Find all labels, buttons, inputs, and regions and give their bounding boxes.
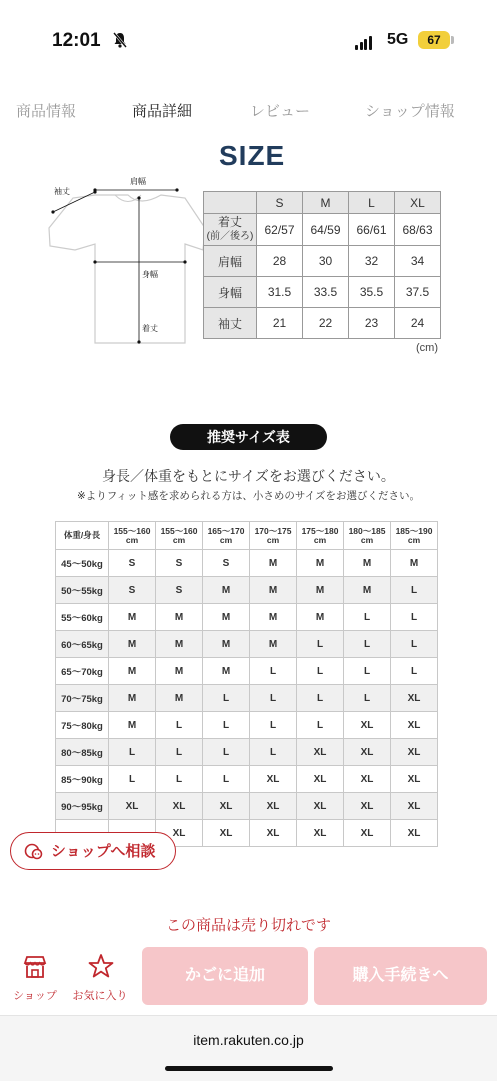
size-cell: XL — [297, 739, 344, 766]
size-cell: XL — [297, 766, 344, 793]
size-cell: M — [297, 604, 344, 631]
size-cell: L — [297, 631, 344, 658]
size-cell: L — [391, 604, 438, 631]
size-cell: 68/63 — [395, 214, 441, 246]
size-cell: XL — [344, 820, 391, 847]
size-cell: M — [109, 658, 156, 685]
table-row — [56, 793, 438, 820]
size-cell: L — [203, 766, 250, 793]
size-table-corner — [204, 192, 257, 214]
size-cell: 30 — [303, 246, 349, 277]
size-cell: 66/61 — [349, 214, 395, 246]
size-cell: 21 — [257, 308, 303, 339]
size-cell: M — [344, 577, 391, 604]
size-cell: M — [250, 550, 297, 577]
size-cell: L — [297, 658, 344, 685]
size-cell: M — [156, 658, 203, 685]
size-header: L — [349, 192, 395, 214]
size-cell: M — [344, 550, 391, 577]
battery-icon: 67 — [418, 31, 450, 49]
size-cell: L — [156, 766, 203, 793]
size-cell: XL — [203, 793, 250, 820]
size-cell: 22 — [303, 308, 349, 339]
size-cell: XL — [156, 820, 203, 847]
size-cell: L — [203, 685, 250, 712]
tshirt-diagram — [45, 172, 205, 347]
weight-label: 80〜85kg — [56, 739, 109, 766]
size-cell: M — [203, 577, 250, 604]
size-cell: 33.5 — [303, 277, 349, 308]
size-cell: XL — [109, 793, 156, 820]
consult-shop-button[interactable]: ショップへ相談 — [10, 832, 176, 870]
height-header: 175〜180 cm — [297, 522, 344, 550]
weight-label: 60〜65kg — [56, 631, 109, 658]
size-cell: M — [203, 658, 250, 685]
size-cell: M — [203, 631, 250, 658]
label-length: 着丈 — [142, 324, 158, 333]
shop-icon[interactable] — [22, 954, 48, 980]
size-cell: 34 — [395, 246, 441, 277]
size-cell: L — [344, 631, 391, 658]
size-cell: XL — [391, 739, 438, 766]
size-cell: XL — [250, 793, 297, 820]
size-row-label: 身幅 — [204, 277, 257, 308]
size-cell: M — [156, 631, 203, 658]
size-header: M — [303, 192, 349, 214]
tab-product-info[interactable]: 商品情報 — [16, 103, 77, 120]
size-cell: 23 — [349, 308, 395, 339]
size-cell: 31.5 — [257, 277, 303, 308]
size-cell: M — [203, 604, 250, 631]
size-row-label: 着丈 — [217, 215, 242, 229]
size-cell: 62/57 — [257, 214, 303, 246]
signal-icon — [355, 32, 373, 46]
table-row — [56, 766, 438, 793]
size-cell: XL — [391, 685, 438, 712]
size-cell: XL — [297, 820, 344, 847]
size-cell: 64/59 — [303, 214, 349, 246]
size-table — [203, 191, 441, 339]
table-corner-label: 体重/身長 — [56, 522, 109, 550]
table-row — [56, 685, 438, 712]
size-cell: L — [344, 604, 391, 631]
weight-label: 85〜90kg — [56, 766, 109, 793]
size-cell: L — [203, 739, 250, 766]
table-row — [56, 658, 438, 685]
size-cell: S — [156, 577, 203, 604]
size-cell: L — [391, 577, 438, 604]
size-cell: XL — [344, 712, 391, 739]
size-cell: L — [297, 712, 344, 739]
size-cell: M — [250, 604, 297, 631]
tab-product-detail[interactable]: 商品詳細 — [132, 103, 193, 120]
size-cell: 28 — [257, 246, 303, 277]
size-title: SIZE — [219, 140, 286, 171]
size-cell: XL — [391, 820, 438, 847]
size-cell: L — [156, 739, 203, 766]
size-cell: L — [109, 766, 156, 793]
size-row-sublabel: (前／後ろ) — [206, 231, 254, 242]
size-row-length — [204, 214, 441, 246]
size-cell: L — [391, 658, 438, 685]
chat-bubble-icon — [24, 843, 44, 861]
size-row-label: 肩幅 — [204, 246, 257, 277]
size-cell: L — [297, 685, 344, 712]
tab-shop-info[interactable]: ショップ情報 — [365, 103, 455, 120]
size-cell: L — [250, 739, 297, 766]
height-header: 180〜185 cm — [344, 522, 391, 550]
size-cell: S — [109, 550, 156, 577]
table-row — [56, 604, 438, 631]
weight-label: 55〜60kg — [56, 604, 109, 631]
weight-label: 70〜75kg — [56, 685, 109, 712]
battery-tip — [451, 36, 454, 44]
size-cell: M — [250, 631, 297, 658]
size-cell: L — [250, 658, 297, 685]
size-row-label: 袖丈 — [204, 308, 257, 339]
size-cell: M — [156, 685, 203, 712]
size-cell: XL — [297, 793, 344, 820]
network-type: 5G — [387, 31, 409, 48]
status-time: 12:01 — [52, 30, 101, 51]
height-header: 185〜190 cm — [391, 522, 438, 550]
size-cell: L — [250, 685, 297, 712]
size-cell: 32 — [349, 246, 395, 277]
sold-out-message: この商品は売り切れです — [165, 917, 331, 934]
weight-label: 50〜55kg — [56, 577, 109, 604]
size-cell: L — [109, 739, 156, 766]
size-cell: L — [344, 685, 391, 712]
size-header: S — [257, 192, 303, 214]
add-to-cart-button[interactable]: かごに追加 — [142, 947, 308, 1005]
size-cell: XL — [203, 820, 250, 847]
label-shoulder: 肩幅 — [130, 177, 146, 186]
size-cell: M — [109, 685, 156, 712]
size-header: XL — [395, 192, 441, 214]
recommend-note: ※よりフィット感を求められる方は、小さめのサイズをお選びください。 — [76, 490, 421, 502]
size-cell: M — [109, 631, 156, 658]
unit-note: (cm) — [416, 342, 438, 354]
size-cell: 37.5 — [395, 277, 441, 308]
size-cell: XL — [250, 766, 297, 793]
size-cell: M — [297, 577, 344, 604]
label-chest: 身幅 — [142, 270, 158, 279]
size-cell: XL — [156, 793, 203, 820]
url-text[interactable]: item.rakuten.co.jp — [193, 1032, 304, 1048]
size-cell: L — [344, 658, 391, 685]
tab-review[interactable]: レビュー — [250, 103, 311, 120]
size-cell: S — [203, 550, 250, 577]
height-header: 155〜160 cm — [109, 522, 156, 550]
size-row-chest — [204, 277, 441, 308]
favorite-label[interactable]: お気に入り — [72, 990, 128, 1002]
size-cell: XL — [344, 766, 391, 793]
size-row-sleeve — [204, 308, 441, 339]
size-row-shoulder — [204, 246, 441, 277]
size-cell: L — [250, 712, 297, 739]
size-cell: S — [109, 577, 156, 604]
size-cell: M — [109, 604, 156, 631]
table-row — [56, 712, 438, 739]
size-cell: M — [109, 712, 156, 739]
table-row — [56, 577, 438, 604]
label-sleeve: 袖丈 — [54, 187, 70, 196]
height-header: 170〜175 cm — [250, 522, 297, 550]
size-cell: XL — [250, 820, 297, 847]
height-header: 165〜170 cm — [203, 522, 250, 550]
recommend-size-table — [55, 521, 438, 847]
table-row — [56, 739, 438, 766]
size-cell: 35.5 — [349, 277, 395, 308]
weight-label: 65〜70kg — [56, 658, 109, 685]
weight-label: 75〜80kg — [56, 712, 109, 739]
browser-address-bar[interactable] — [0, 1015, 497, 1081]
height-header: 155〜160 cm — [156, 522, 203, 550]
size-cell: XL — [344, 793, 391, 820]
size-cell: M — [156, 604, 203, 631]
size-cell: L — [391, 631, 438, 658]
shop-label[interactable]: ショップ — [13, 990, 57, 1002]
weight-label: 90〜95kg — [56, 793, 109, 820]
recommend-size-heading: 推奨サイズ表 — [170, 424, 327, 450]
size-cell: XL — [391, 712, 438, 739]
size-cell: L — [156, 712, 203, 739]
checkout-button[interactable]: 購入手続きへ — [314, 947, 487, 1005]
star-icon[interactable] — [88, 953, 114, 979]
size-cell: M — [250, 577, 297, 604]
size-cell: 24 — [395, 308, 441, 339]
table-row — [56, 550, 438, 577]
table-row — [56, 631, 438, 658]
size-cell: L — [203, 712, 250, 739]
size-cell: XL — [391, 766, 438, 793]
size-cell: M — [297, 550, 344, 577]
home-indicator — [165, 1066, 333, 1071]
weight-label: 45〜50kg — [56, 550, 109, 577]
size-cell: XL — [344, 739, 391, 766]
recommend-description: 身長／体重をもとにサイズをお選びください。 — [102, 468, 395, 484]
bell-muted-icon — [112, 31, 128, 49]
size-cell: M — [391, 550, 438, 577]
size-cell: S — [156, 550, 203, 577]
size-cell: XL — [391, 793, 438, 820]
